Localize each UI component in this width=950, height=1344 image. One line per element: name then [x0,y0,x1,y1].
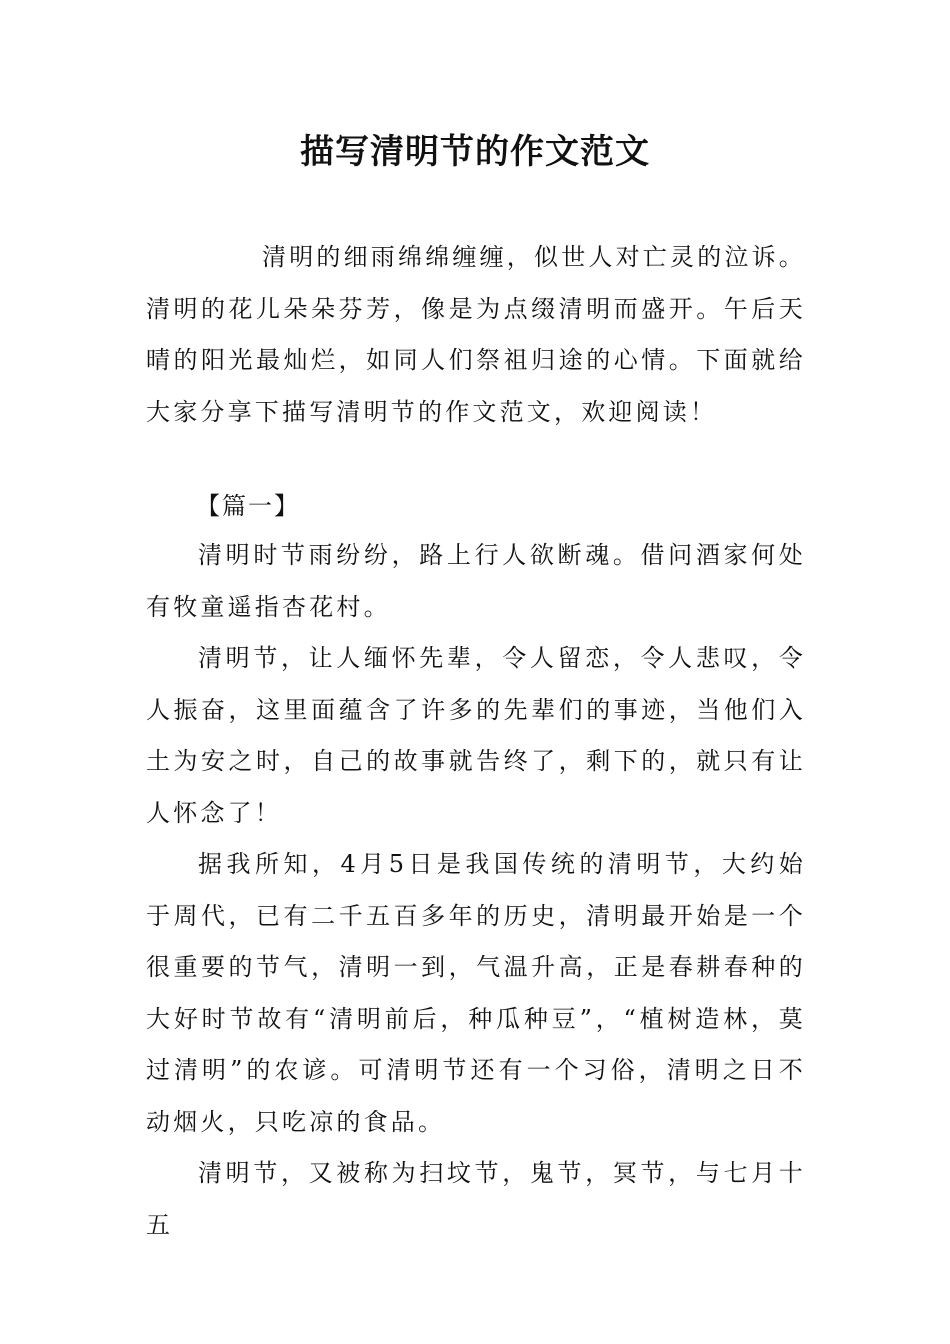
paragraph: 据我所知，4月5日是我国传统的清明节，大约始于周代，已有二千五百多年的历史，清明最开始是一个很重要的节气，清明一到，气温升高，正是春耕春种的大好时节故有“清明前后，种瓜种豆”，“植树造林，莫过清明”的农谚。可清明节还有一个习俗，清明之日不动烟火，只吃凉的食品。 [146,850,806,1136]
section-heading: 【篇一】 [196,492,300,520]
paragraph: 清明节，让人缅怀先辈，令人留恋，令人悲叹，令人振奋，这里面蕴含了许多的先辈们的事迹，当他们入土为安之时，自己的故事就告终了，剩下的，就只有让人怀念了！ [146,644,806,827]
paragraph: 清明节，又被称为扫坟节，鬼节，冥节，与七月十五 [146,1159,806,1239]
document-title: 描写清明节的作文范文 [300,132,650,172]
section-body [146,530,806,1251]
paragraph: 清明时节雨纷纷，路上行人欲断魂。借问酒家何处有牧童遥指杏花村。 [146,541,806,621]
intro-paragraph: 清明的细雨绵绵缠缠，似世人对亡灵的泣诉。清明的花儿朵朵芬芳，像是为点缀清明而盛开。午后天晴的阳光最灿烂，如同人们祭祖归途的心情。下面就给大家分享下描写清明节的作文范文，欢迎阅读！ [146,243,806,426]
